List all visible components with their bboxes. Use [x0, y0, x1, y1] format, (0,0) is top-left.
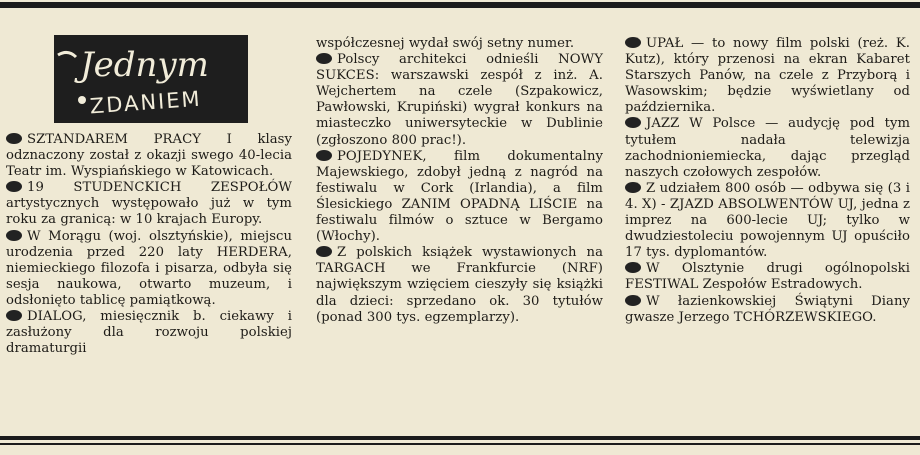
- logo-artwork: [54, 35, 248, 123]
- logo-dot-icon: [78, 96, 86, 104]
- bullet-dot-icon: [6, 181, 22, 192]
- bullet-dot-icon: [625, 295, 641, 306]
- news-item: [625, 181, 910, 261]
- news-item: [625, 36, 910, 116]
- bullet-dot-icon: [316, 246, 332, 257]
- logo-line1: Jednym: [80, 45, 209, 85]
- top-rule: [0, 2, 920, 8]
- column-2: [316, 36, 603, 326]
- news-item-text: 19 STUDENCKICH ZESPOŁÓW artystycznych występowało już w tym roku za granicą: w 10 krajach Europy.: [6, 180, 292, 228]
- bullet-dot-icon: [316, 150, 332, 161]
- news-item-text: UPAŁ — to nowy film polski (reż. K. Kutz), który przenosi na ekran Kabaret Starszych Panów, na czele z Przyborą i Wasowskim; będzie wyświetlany od października.: [625, 36, 910, 116]
- news-item: [6, 180, 292, 228]
- news-item-text: Polscy architekci odnieśli NOWY SUKCES: warszawski zespół z inż. A. Wejchertem na czele (Szpakowicz, Pawłowski, Krupiński) wygrał konkurs na miasteczko uniwersyteckie w Dublinie (zgłoszono 800 prac!).: [316, 52, 603, 148]
- news-item: [316, 36, 603, 52]
- bullet-dot-icon: [6, 133, 22, 144]
- news-item: [316, 149, 603, 246]
- logo-flourish-icon: [58, 52, 76, 57]
- news-item: [6, 229, 292, 309]
- column-1: [6, 132, 292, 357]
- bullet-dot-icon: [625, 262, 641, 273]
- news-item-text: współczesnej wydał swój setny numer.: [316, 36, 575, 51]
- bottom-rule: [0, 436, 920, 440]
- news-item-text: POJEDYNEK, film dokumentalny Majewskiego, zdobył jedną z nagród na festiwalu w Cork (Irlandia), a film Ślesickiego ZANIM OPADNĄ LIŚCIE na festiwalu filmów o sztuce w Bergamo (Włochy).: [316, 148, 603, 245]
- news-item: [625, 294, 910, 326]
- news-item-text: JAZZ W Polsce — audycję pod tym tytułem nadała telewizja zachodnioniemiecka, dając przegląd naszych czołowych zespołów.: [625, 116, 910, 180]
- bullet-dot-icon: [6, 230, 22, 241]
- news-item-text: DIALOG, miesięcznik b. ciekawy i zasłużony dla rozwoju polskiej dramaturgii: [6, 309, 292, 357]
- column-3: [625, 36, 910, 326]
- news-item: [316, 52, 603, 149]
- bullet-dot-icon: [625, 182, 641, 193]
- news-item-text: W łazienkowskiej Świątyni Diany gwasze Jerzego TCHÓRZEWSKIEGO.: [625, 293, 910, 325]
- news-item-text: W Olsztynie drugi ogólnopolski FESTIWAL Zespołów Estradowych.: [625, 261, 910, 293]
- bottom-rule-thin: [0, 443, 920, 445]
- bullet-dot-icon: [625, 117, 641, 128]
- news-item: [625, 261, 910, 293]
- bullet-dot-icon: [6, 310, 22, 321]
- news-item: [6, 132, 292, 180]
- news-item-text: W Morągu (woj. olsztyńskie), miejscu urodzenia przed 220 laty HERDERA, niemieckiego filozofa i pisarza, odbyła się sesja naukowa, otwarto muzeum, i odsłonięto tablicę pamiątkową.: [6, 228, 292, 308]
- news-item-text: SZTANDAREM PRACY I klasy odznaczony został z okazji swego 40-lecia Teatr im. Wyspiańskiego w Katowicach.: [6, 132, 292, 180]
- news-item-text: Z udziałem 800 osób — odbywa się (3 i 4. X) - ZJAZD ABSOLWENTÓW UJ, jedna z imprez na 600-lecie UJ; tylko w dwudziestoleciu powojennym UJ opuściło 17 tys. dyplomantów.: [625, 180, 910, 261]
- news-item: [6, 309, 292, 357]
- news-item-text: Z polskich książek wystawionych na TARGACH we Frankfurcie (NRF) największym wzięciem cieszyły się książki dla dzieci: sprzedano ok. 30 tytułów (ponad 300 tys. egzemplarzy).: [316, 245, 603, 325]
- bullet-dot-icon: [316, 53, 332, 64]
- section-logo: [54, 35, 248, 123]
- bullet-dot-icon: [625, 37, 641, 48]
- logo-line2: ZDANIEM: [89, 86, 203, 119]
- news-item: [625, 116, 910, 180]
- news-item: [316, 245, 603, 325]
